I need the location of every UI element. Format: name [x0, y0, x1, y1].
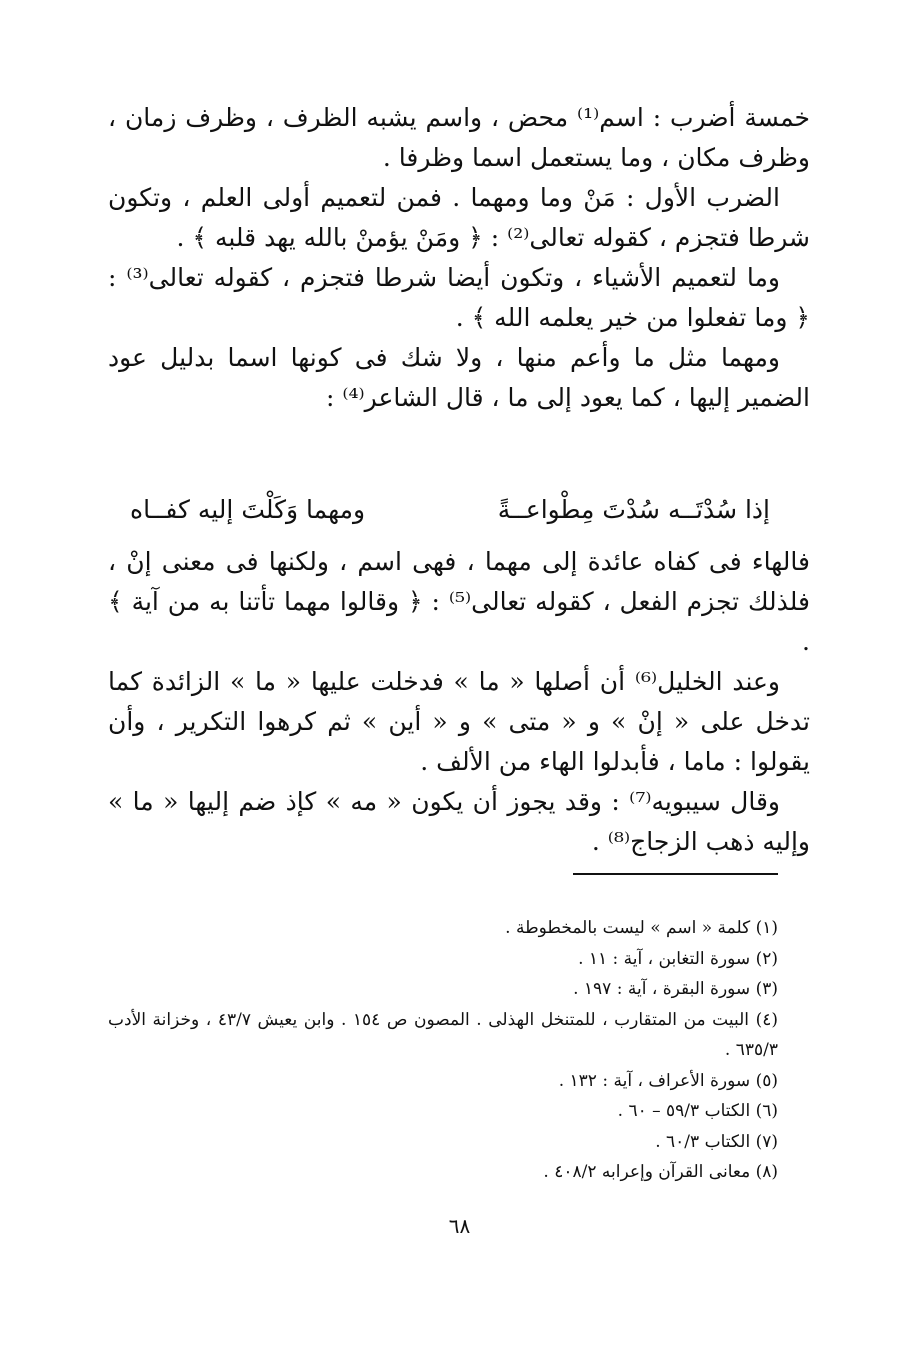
page-number: ٦٨ — [448, 1214, 471, 1238]
footnote-5: (٥) سورة الأعراف ، آية : ١٣٢ . — [558, 1070, 778, 1091]
paragraph-mahma: ومهما مثل ما وأعم منها ، ولا شك فى كونها اسما بدليل عود الضمير إليها ، كما يعود إلى ما ، قال الشاعر⁽⁴⁾ : — [108, 343, 810, 412]
footnote-4: (٤) البيت من المتقارب ، للمتنخل الهذلى . المصون ص ١٥٤ . وابن يعيش ٤٣/٧ ، وخزانة الأدب ٦٣٥/٣ . — [108, 1009, 778, 1060]
body-text-upper — [108, 98, 810, 418]
footnote-3: (٣) سورة البقرة ، آية : ١٩٧ . — [573, 979, 778, 999]
footnote-8: (٨) معانى القرآن وإعرابه ٤٠٨/٢ . — [543, 1162, 778, 1182]
body-text-lower — [108, 542, 810, 862]
verse-second-hemistich: ومهما وَكَلْتَ إليه كفــاه — [130, 495, 366, 524]
paragraph-kafah: فالهاء فى كفاه عائدة إلى مهما ، فهى اسم ، ولكنها فى معنى إنْ ، فلذلك تجزم الفعل ، كقوله تعالى⁽⁵⁾ : ﴿ وقالوا مهما تأتنا به من آية ﴾ . — [108, 547, 810, 656]
footnote-6: (٦) الكتاب ٥٩/٣ – ٦٠ . — [617, 1101, 778, 1121]
paragraph-ma: وما لتعميم الأشياء ، وتكون أيضا شرطا فتجزم ، كقوله تعالى⁽³⁾ : ﴿ وما تفعلوا من خير يعلمه الله ﴾ . — [108, 263, 810, 332]
paragraph-khalil: وعند الخليل⁽⁶⁾ أن أصلها « ما » فدخلت عليها « ما » الزائدة كما تدخل على « إنْ » و « متى » و « أين » ثم كرهوا التكرير ، وأن يقولوا : ماما ، فأبدلوا الهاء من الألف . — [108, 667, 810, 776]
footnote-separator — [573, 873, 778, 875]
verse-first-hemistich: إذا سُدْتَــه سُدْتَ مِطْواعــةً — [497, 495, 770, 524]
footnotes — [108, 913, 778, 1188]
paragraph-intro: خمسة أضرب : اسم⁽¹⁾ محض ، واسم يشبه الظرف ، وظرف زمان ، وظرف مكان ، وما يستعمل اسما وظرفا . — [108, 103, 810, 172]
paragraph-sibawayh: وقال سيبويه⁽⁷⁾ : وقد يجوز أن يكون « مه » كإذ ضم إليها « ما » وإليه ذهب الزجاج⁽⁸⁾ . — [108, 787, 810, 856]
footnote-7: (٧) الكتاب ٦٠/٣ . — [655, 1131, 778, 1152]
footnote-2: (٢) سورة التغابن ، آية : ١١ . — [578, 948, 778, 969]
footnote-1: (١) كلمة « اسم » ليست بالمخطوطة . — [505, 918, 778, 938]
paragraph-first-type: الضرب الأول : مَنْ وما ومهما . فمن لتعميم أولى العلم ، وتكون شرطا فتجزم ، كقوله تعالى⁽²⁾ : ﴿ ومَنْ يؤمنْ بالله يهد قلبه ﴾ . — [108, 183, 810, 252]
poetry-verse — [130, 490, 770, 530]
